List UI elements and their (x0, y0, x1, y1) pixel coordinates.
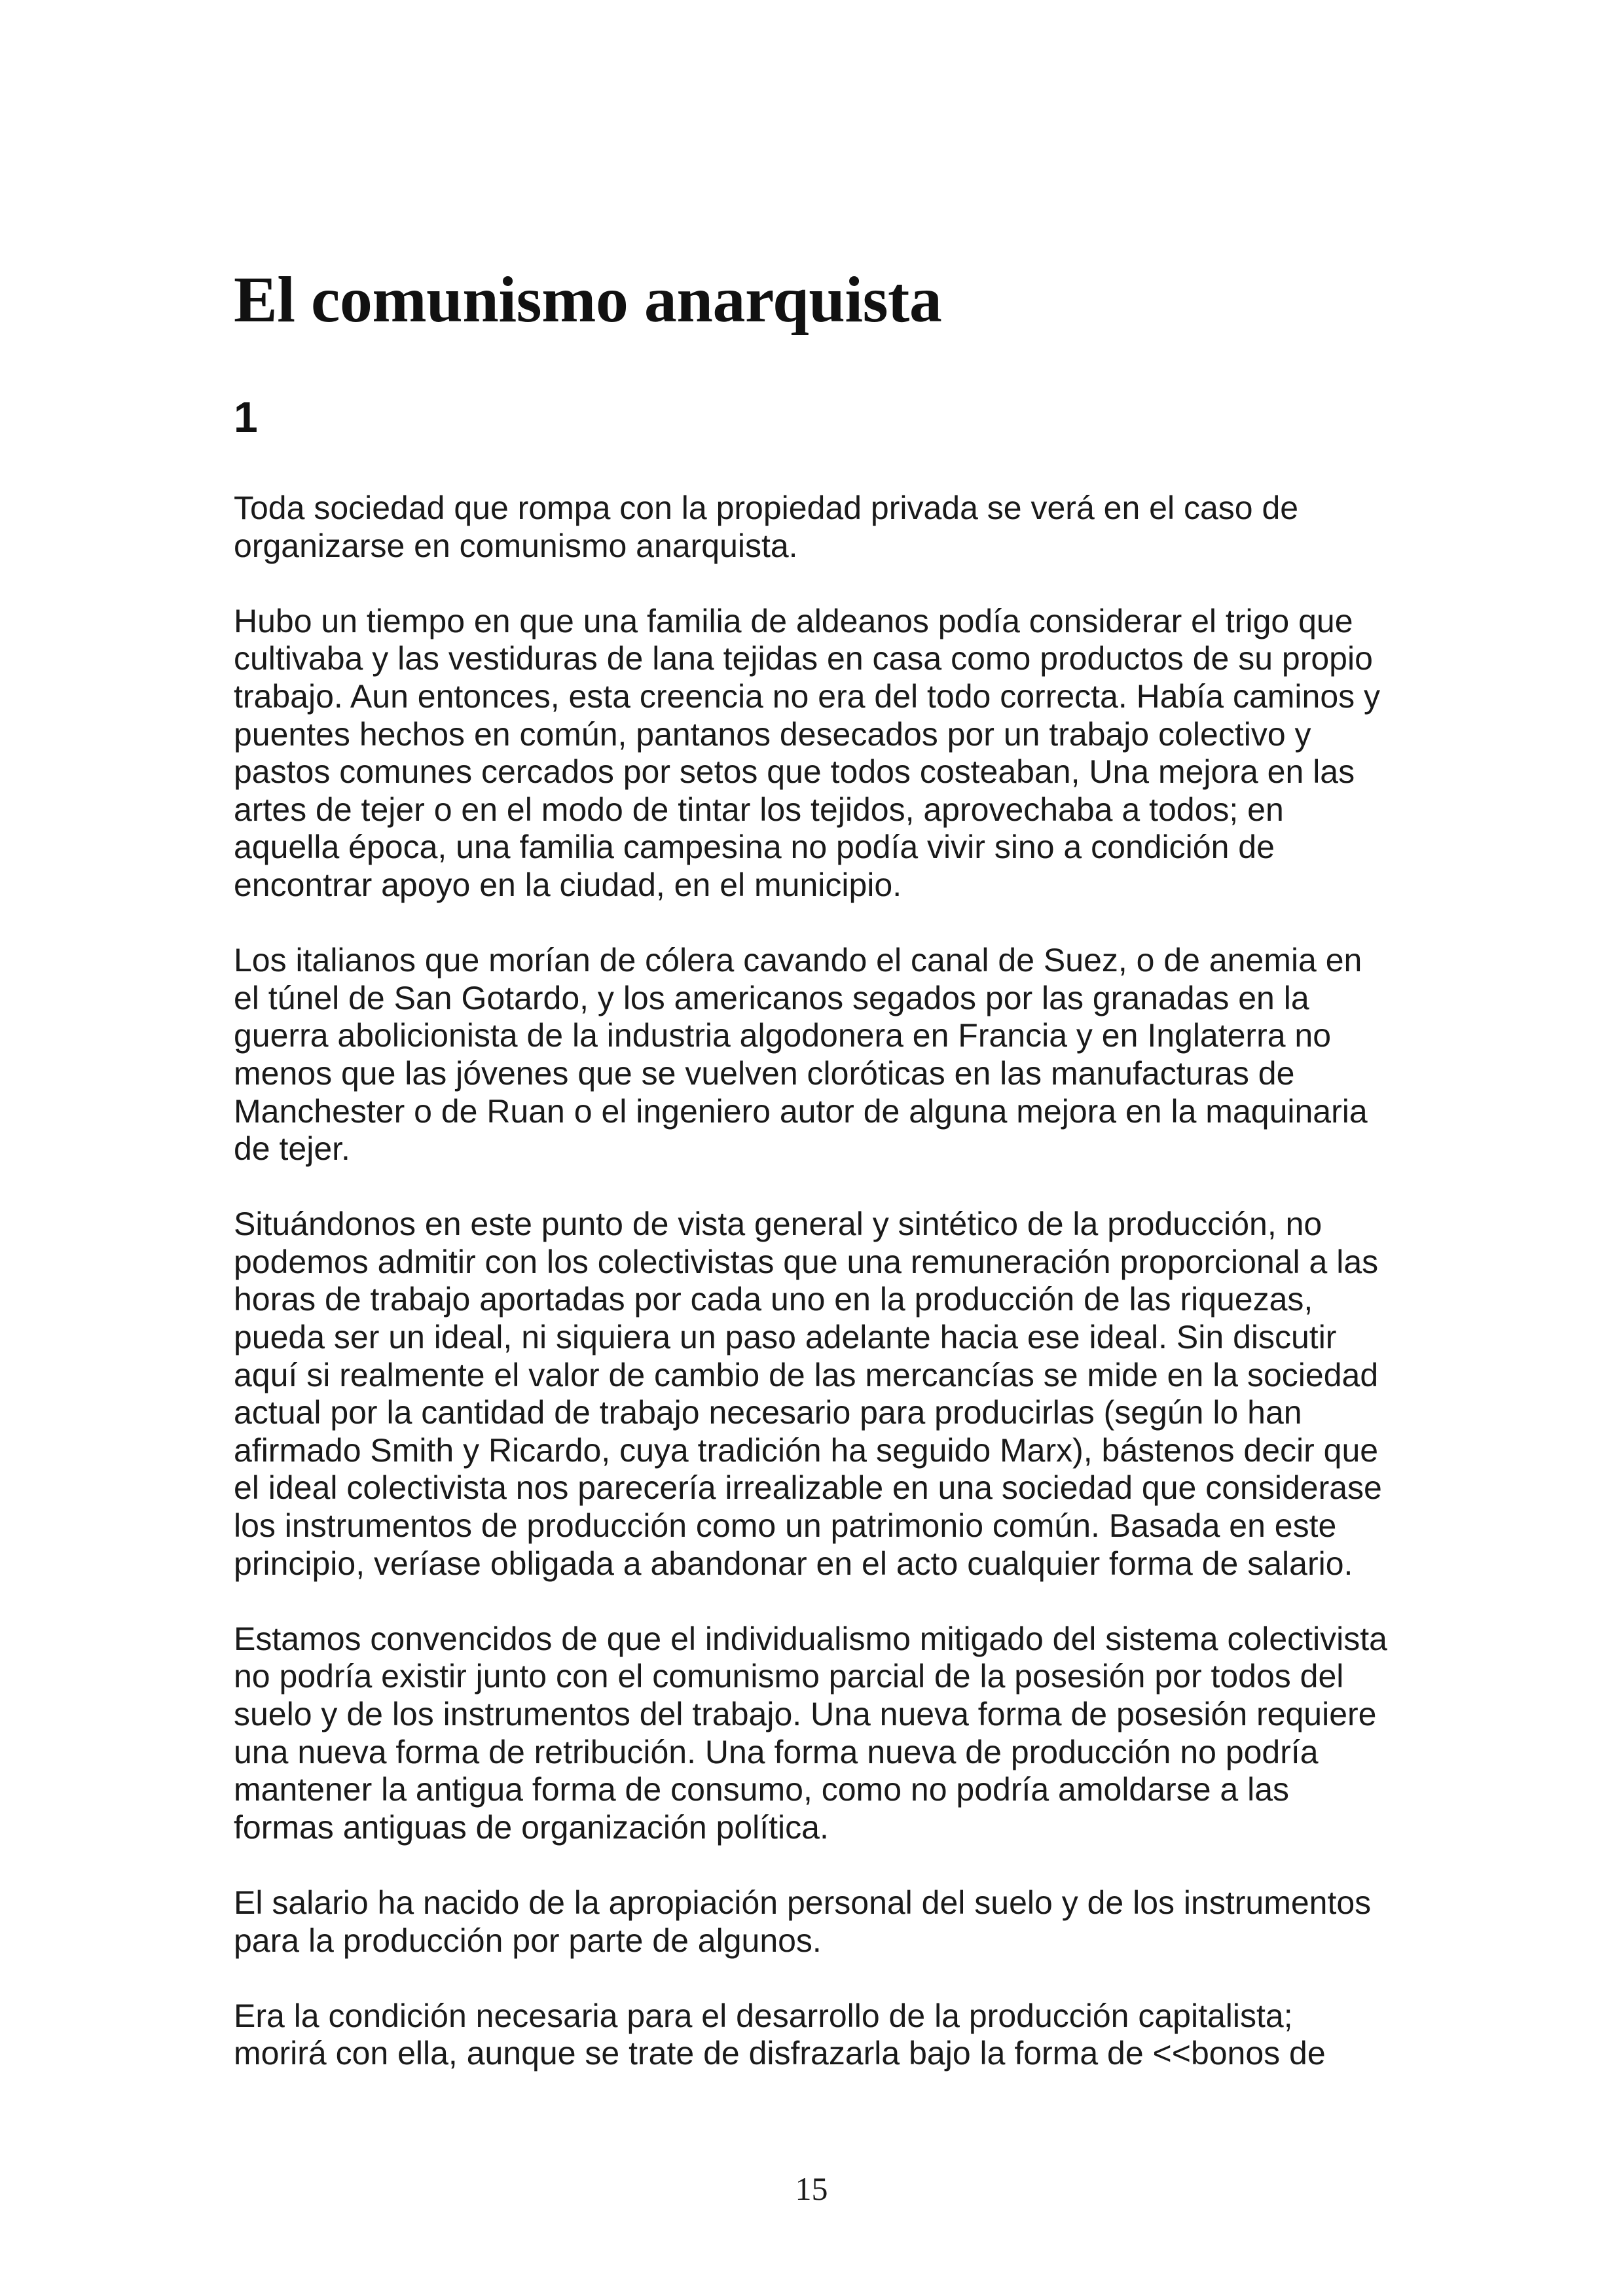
body-text (234, 490, 1412, 2073)
text-line: aquí si realmente el valor de cambio de las mercancías se mide en la sociedad (234, 1356, 1379, 1393)
text-line: Situándonos en este punto de vista general y sintético de la producción, no (234, 1206, 1322, 1243)
text-line: suelo y de los instrumentos del trabajo. Una nueva forma de posesión requiere (234, 1696, 1377, 1732)
text-line: Toda sociedad que rompa con la propiedad privada se verá en el caso de (234, 490, 1299, 526)
paragraph (234, 942, 1412, 1168)
text-line: El salario ha nacido de la apropiación personal del suelo y de los instrumentos (234, 1884, 1372, 1921)
text-line: actual por la cantidad de trabajo necesario para producirlas (según lo han (234, 1394, 1302, 1431)
paragraph (234, 1621, 1412, 1847)
page-content (234, 263, 1412, 2111)
text-line: organizarse en comunismo anarquista. (234, 527, 798, 564)
text-line: no podría existir junto con el comunismo parcial de la posesión por todos del (234, 1658, 1344, 1695)
paragraph (234, 1884, 1412, 1960)
text-line: formas antiguas de organización política. (234, 1808, 829, 1846)
text-line: de tejer. (234, 1130, 350, 1168)
paragraph (234, 1998, 1412, 2073)
page-number: 15 (795, 2170, 828, 2207)
text-line: puentes hechos en común, pantanos desecados por un trabajo colectivo y (234, 715, 1311, 753)
text-line: Era la condición necesaria para el desarrollo de la producción capitalista; (234, 1997, 1293, 2034)
paragraph (234, 490, 1412, 565)
text-line: afirmado Smith y Ricardo, cuya tradición ha seguido Marx), bástenos decir que (234, 1431, 1379, 1469)
text-line: cultivaba y las vestiduras de lana tejidas en casa como productos de su propio (234, 640, 1373, 677)
paragraph (234, 1206, 1412, 1583)
text-line: Estamos convencidos de que el individualismo mitigado del sistema colectivista (234, 1620, 1387, 1657)
text-line: encontrar apoyo en la ciudad, en el municipio. (234, 866, 902, 903)
chapter-title: El comunismo anarquista (234, 263, 942, 336)
text-line: Los italianos que morían de cólera cavando el canal de Suez, o de anemia en (234, 942, 1362, 979)
text-line: guerra abolicionista de la industria algodonera en Francia y en Inglaterra no (234, 1017, 1332, 1054)
text-line: Manchester o de Ruan o el ingeniero autor de alguna mejora en la maquinaria (234, 1092, 1368, 1130)
text-line: Hubo un tiempo en que una familia de aldeanos podía considerar el trigo que (234, 602, 1353, 639)
section-number: 1 (234, 393, 258, 441)
text-line: los instrumentos de producción como un patrimonio común. Basada en este (234, 1507, 1337, 1545)
text-line: el túnel de San Gotardo, y los americanos segados por las granadas en la (234, 979, 1309, 1016)
text-line: podemos admitir con los colectivistas que una remuneración proporcional a las (234, 1243, 1379, 1280)
text-line: principio, veríase obligada a abandonar en el acto cualquier forma de salario. (234, 1545, 1353, 1582)
text-line: una nueva forma de retribución. Una forma nueva de producción no podría (234, 1733, 1319, 1770)
paragraph (234, 603, 1412, 905)
text-line: aquella época, una familia campesina no podía vivir sino a condición de (234, 829, 1275, 866)
text-line: morirá con ella, aunque se trate de disfrazarla bajo la forma de <<bonos de (234, 2035, 1326, 2072)
text-line: para la producción por parte de algunos. (234, 1922, 822, 1959)
text-line: mantener la antigua forma de consumo, como no podría amoldarse a las (234, 1771, 1290, 1808)
text-line: horas de trabajo aportadas por cada uno en la producción de las riquezas, (234, 1281, 1313, 1318)
text-line: el ideal colectivista nos parecería irrealizable en una sociedad que considerase (234, 1469, 1382, 1507)
text-line: menos que las jóvenes que se vuelven cloróticas en las manufacturas de (234, 1054, 1295, 1092)
text-line: trabajo. Aun entonces, esta creencia no era del todo correcta. Había caminos y (234, 677, 1381, 715)
text-line: pastos comunes cercados por setos que todos costeaban, Una mejora en las (234, 753, 1355, 791)
text-line: pueda ser un ideal, ni siquiera un paso adelante hacia ese ideal. Sin discutir (234, 1319, 1337, 1356)
text-line: artes de tejer o en el modo de tintar los tejidos, aprovechaba a todos; en (234, 791, 1284, 828)
